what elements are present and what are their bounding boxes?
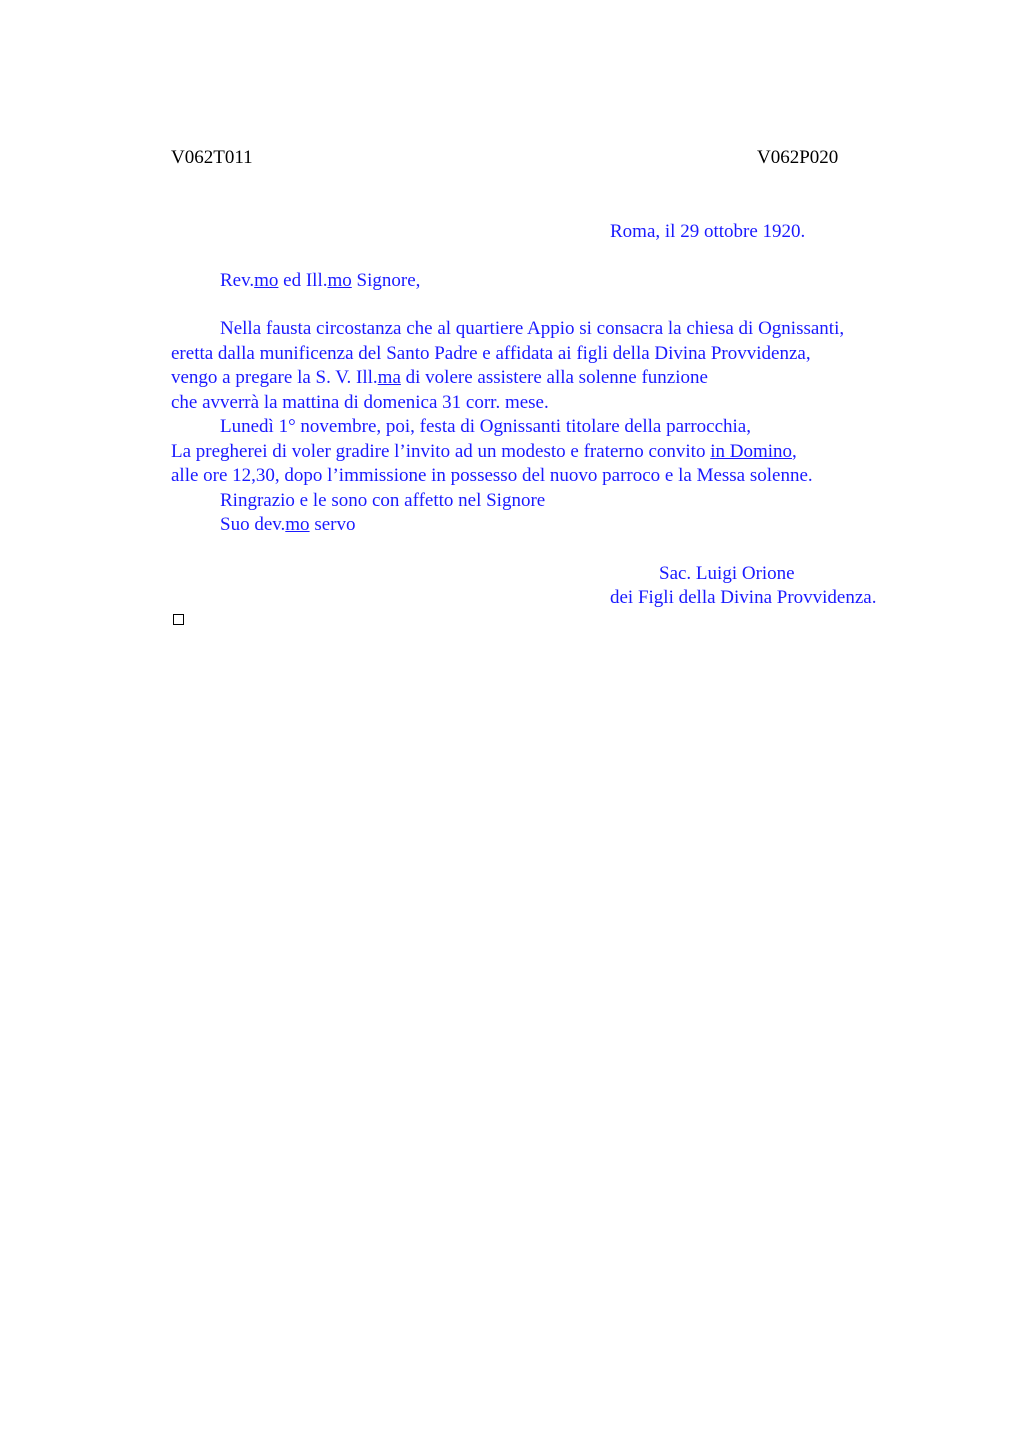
body-line-3-b: di volere assistere alla solenne funzione <box>400 367 708 388</box>
archive-code-left: V062T011 <box>171 147 253 168</box>
letter-body <box>171 317 911 538</box>
signature-organization: dei Figli della Divina Provvidenza. <box>610 587 877 608</box>
end-marker-box-icon <box>173 614 184 625</box>
body-line-6-latin: in Domino <box>710 440 793 462</box>
body-line-9-a: Suo dev. <box>220 514 286 535</box>
body-line-9-abbrev: mo <box>285 514 310 535</box>
signature-name: Sac. Luigi Orione <box>659 563 795 584</box>
salutation-part-3: Signore, <box>351 270 421 291</box>
salutation-abbrev-2: mo <box>327 270 352 291</box>
body-line-7: alle ore 12,30, dopo l’immissione in possesso del nuovo parroco e la Messa solenne. <box>171 465 813 486</box>
salutation-part-2: ed Ill. <box>278 270 328 291</box>
body-line-3-abbrev: ma <box>377 367 401 388</box>
body-line-4: che avverrà la mattina di domenica 31 corr. mese. <box>171 391 549 413</box>
body-line-9 <box>171 513 911 538</box>
letter-salutation <box>220 269 420 294</box>
body-line-6-b: , <box>792 440 797 462</box>
body-line-3-a: vengo a pregare la S. V. Ill. <box>171 367 378 388</box>
body-line-1: Nella fausta circostanza che al quartiere Appio si consacra la chiesa di Ognissanti, <box>220 318 845 339</box>
body-line-2: eretta dalla munificenza del Santo Padre e affidata ai figli della Divina Provvidenza, <box>171 342 811 364</box>
body-line-3 <box>171 366 911 391</box>
body-line-5: Lunedì 1° novembre, poi, festa di Ognissanti titolare della parrocchia, <box>220 416 751 437</box>
letter-date: Roma, il 29 ottobre 1920. <box>610 221 806 242</box>
body-line-6-a: La pregherei di voler gradire l’invito ad un modesto e fraterno convito <box>171 440 711 462</box>
body-line-6 <box>171 440 911 465</box>
body-line-9-b: servo <box>309 514 356 535</box>
archive-code-right: V062P020 <box>757 147 839 168</box>
salutation-part-1: Rev. <box>220 270 255 291</box>
body-line-8: Ringrazio e le sono con affetto nel Signore <box>220 489 546 511</box>
salutation-abbrev-1: mo <box>254 270 279 291</box>
